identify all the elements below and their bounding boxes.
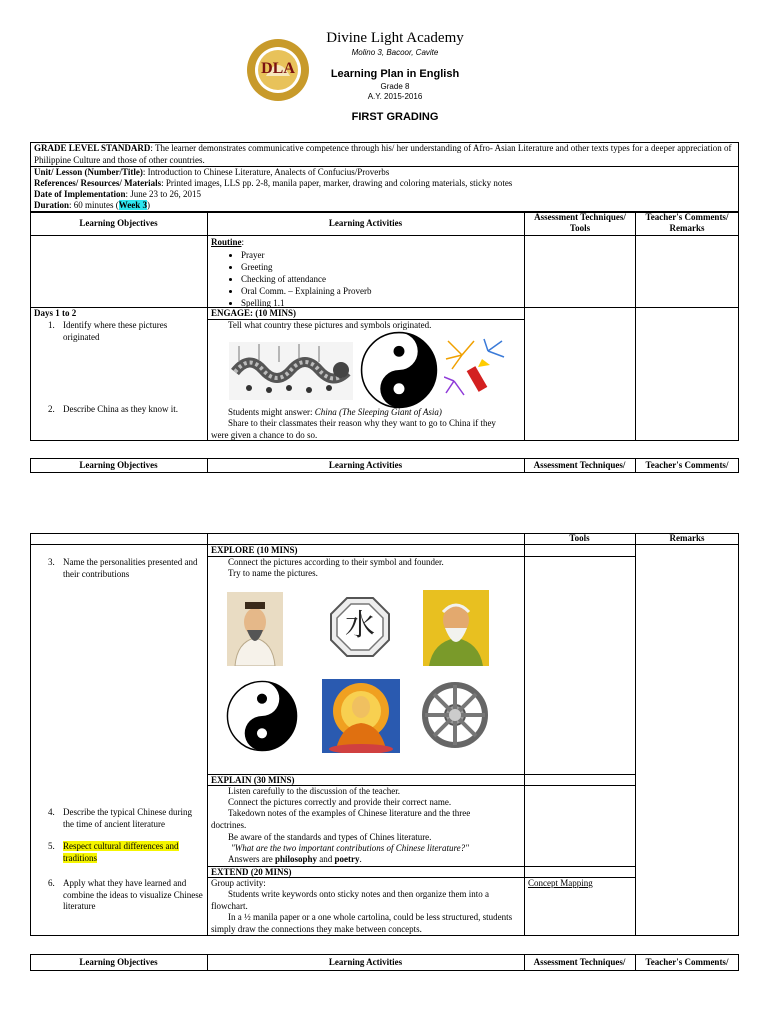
objective-2: 2. Describe China as they know it. <box>48 404 178 414</box>
school-name: Divine Light Academy <box>326 30 464 46</box>
dragon-dance-image <box>229 342 353 400</box>
days-label: Days 1 to 2 <box>34 308 77 318</box>
water-element-symbol-image <box>325 592 395 662</box>
explore-line-1: Connect the pictures according to their symbol and founder. <box>228 557 444 567</box>
engage-answer: Students might answer: China (The Sleeping Giant of Asia) <box>228 407 442 417</box>
col-tools-header: Tools <box>569 533 590 543</box>
explain-title: EXPLAIN (30 MINS) <box>211 775 295 785</box>
grade-level-standard: GRADE LEVEL STANDARD: The learner demonstrates communicative competence through his/ her understanding of Afro- Asian Literature and other texts types for a deeper appreciation of Philippine Culture and those of other countries. <box>34 143 732 165</box>
logo-text: DLA <box>261 60 295 77</box>
references: References/ Resources/ Materials: Printed images, LLS pp. 2-8, manila paper, marker, drawing and coloring materials, sticky notes <box>34 178 513 188</box>
col-activities-header: Learning Activities <box>328 957 403 967</box>
fireworks-image <box>444 337 506 399</box>
water-character: 水 <box>345 608 375 643</box>
list-item: • Checking of attendance <box>241 273 521 285</box>
engage-instruction: Tell what country these pictures and symbols originated. <box>228 320 432 330</box>
confucius-portrait-image <box>227 592 283 666</box>
explain-answer: Answers are philosophy and poetry. <box>228 854 362 864</box>
date-implementation: Date of Implementation: June 23 to 26, 2015 <box>34 189 201 199</box>
list-item: • Spelling 1.1 <box>241 297 521 309</box>
unit-lesson: Unit/ Lesson (Number/Title): Introduction to Chinese Literature, Analects of Confucius/Proverbs <box>34 167 390 177</box>
grading-period: FIRST GRADING <box>351 111 439 123</box>
plan-title: Learning Plan in English <box>330 68 460 80</box>
objective-3: 3. Name the personalities presented and their contributions <box>48 557 198 579</box>
engage-share: Share to their classmates their reason why they want to go to China if they were given a chance to do so. <box>211 418 496 440</box>
school-address: Molino 3, Bacoor, Cavite <box>351 48 439 57</box>
buddha-image <box>322 679 400 753</box>
concept-mapping-link[interactable]: Concept Mapping <box>528 878 593 888</box>
explore-line-2: Try to name the pictures. <box>228 568 318 578</box>
col-comments-header: Teacher's Comments/ Remarks <box>645 212 729 233</box>
objective-4: 4. Describe the typical Chinese during the time of ancient literature <box>48 807 192 829</box>
explore-title: EXPLORE (10 MINS) <box>211 545 298 555</box>
explain-line-1: Listen carefully to the discussion of the teacher. <box>228 786 400 796</box>
col-activities-header: Learning Activities <box>328 218 403 228</box>
explain-line-2: Connect the pictures correctly and provide their correct name. <box>228 797 452 807</box>
extend-line-2: Students write keywords onto sticky notes and then organize them into a flowchart. <box>211 889 490 911</box>
routine-label: Routine <box>211 237 242 247</box>
routine-section: Routine: • Prayer • Greeting • Checking of attendance • Oral Comm. – Explaining a Proverb • Spelling 1.1 <box>211 237 521 309</box>
extend-title: EXTEND (20 MINS) <box>211 867 292 877</box>
extend-line-3: In a ½ manila paper or a one whole cartolina, could be less structured, students simply draw the connections they make between concepts. <box>211 912 513 934</box>
list-item: • Oral Comm. – Explaining a Proverb <box>241 285 521 297</box>
col-remarks-header: Remarks <box>669 533 705 543</box>
yin-yang-icon <box>360 331 438 409</box>
explain-line-4: Be aware of the standards and types of Chines literature. <box>228 832 432 842</box>
routine-list <box>211 249 521 309</box>
col-objectives-header: Learning Objectives <box>79 460 158 470</box>
objective-6: 6. Apply what they have learned and combine the ideas to visualize Chinese literature <box>48 878 203 911</box>
col-assessment-header: Assessment Techniques/ Tools <box>534 212 626 233</box>
yin-yang-icon <box>226 680 298 752</box>
extend-line-1: Group activity: <box>211 878 266 888</box>
engage-title: ENGAGE: (10 MINS) <box>211 308 296 318</box>
grade-label: Grade 8 <box>380 82 410 91</box>
col-assessment-header: Assessment Techniques/ <box>533 460 626 470</box>
explain-line-3: Takedown notes of the examples of Chinese literature and the three doctrines. <box>211 808 471 830</box>
list-item: • Greeting <box>241 261 521 273</box>
col-objectives-header: Learning Objectives <box>79 957 158 967</box>
col-comments-header: Teacher's Comments/ <box>645 957 729 967</box>
dharma-wheel-icon <box>418 678 492 752</box>
col-assessment-header: Assessment Techniques/ <box>533 957 626 967</box>
col-comments-header: Teacher's Comments/ <box>645 460 729 470</box>
laozi-portrait-image <box>423 590 489 666</box>
list-item: • Prayer <box>241 249 521 261</box>
objective-5: 5. Respect cultural differences and traditions <box>48 841 179 863</box>
col-objectives-header: Learning Objectives <box>79 218 158 228</box>
duration: Duration: 60 minutes (Week 3) <box>34 200 151 210</box>
col-activities-header: Learning Activities <box>328 460 403 470</box>
explain-question: "What are the two important contributions of Chinese literature?" <box>231 843 469 853</box>
academic-year: A.Y. 2015-2016 <box>367 92 423 101</box>
objective-1: 1. Identify where these pictures originated <box>48 320 168 342</box>
